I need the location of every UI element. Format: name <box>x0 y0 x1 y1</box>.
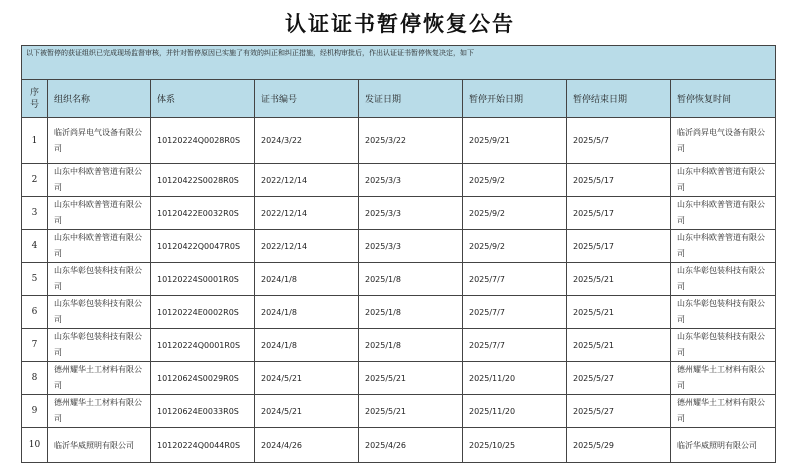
cell-suspend-end: 2025/5/17 <box>567 197 671 230</box>
cell-suspend-start: 2025/9/2 <box>463 164 567 197</box>
cell-suspend-start: 2025/7/7 <box>463 263 567 296</box>
cell-org: 山东华彰包装科技有限公司 <box>48 329 151 362</box>
cell-cert-no: 2022/12/14 <box>255 164 359 197</box>
table-row <box>22 230 776 263</box>
cell-issue-date: 2025/1/8 <box>359 263 463 296</box>
cell-org: 德州耀华土工材料有限公司 <box>48 395 151 428</box>
cell-suspend-end: 2025/5/21 <box>567 329 671 362</box>
cell-org: 临沂华威照明有限公司 <box>48 428 151 463</box>
cell-cert-no: 2022/12/14 <box>255 230 359 263</box>
cell-no: 4 <box>22 230 48 263</box>
cell-no: 1 <box>22 118 48 164</box>
cell-cert-no: 2024/5/21 <box>255 395 359 428</box>
table-row <box>22 197 776 230</box>
cell-system: 10120224Q0028R0S <box>151 118 255 164</box>
cell-no: 10 <box>22 428 48 463</box>
table-row <box>22 296 776 329</box>
cell-org: 山东中科欧普管道有限公司 <box>48 230 151 263</box>
table-row <box>22 428 776 463</box>
col-header-issue-date: 发证日期 <box>359 80 463 118</box>
cell-resume-time: 德州耀华土工材料有限公司 <box>671 362 776 395</box>
cell-system: 10120224Q0001R0S <box>151 329 255 362</box>
cell-resume-time: 山东中科欧普管道有限公司 <box>671 230 776 263</box>
cell-system: 10120422S0028R0S <box>151 164 255 197</box>
cell-suspend-start: 2025/10/25 <box>463 428 567 463</box>
cell-no: 8 <box>22 362 48 395</box>
cell-suspend-start: 2025/9/2 <box>463 197 567 230</box>
cell-no: 7 <box>22 329 48 362</box>
cell-no: 3 <box>22 197 48 230</box>
col-header-cert-no: 证书编号 <box>255 80 359 118</box>
table-row <box>22 164 776 197</box>
cell-org: 山东中科欧普管道有限公司 <box>48 197 151 230</box>
cell-no: 2 <box>22 164 48 197</box>
cell-org: 德州耀华土工材料有限公司 <box>48 362 151 395</box>
cell-suspend-start: 2025/7/7 <box>463 296 567 329</box>
cell-issue-date: 2025/5/21 <box>359 362 463 395</box>
cell-issue-date: 2025/3/3 <box>359 197 463 230</box>
cell-suspend-start: 2025/9/21 <box>463 118 567 164</box>
cell-issue-date: 2025/1/8 <box>359 296 463 329</box>
cell-no: 6 <box>22 296 48 329</box>
cell-suspend-start: 2025/7/7 <box>463 329 567 362</box>
cell-system: 10120624E0033R0S <box>151 395 255 428</box>
cell-resume-time: 临沂尚昇电气设备有限公司 <box>671 118 776 164</box>
cell-suspend-end: 2025/5/17 <box>567 230 671 263</box>
cell-no: 5 <box>22 263 48 296</box>
cell-system: 10120422Q0047R0S <box>151 230 255 263</box>
cell-org: 临沂尚昇电气设备有限公司 <box>48 118 151 164</box>
cell-cert-no: 2024/5/21 <box>255 362 359 395</box>
table-row <box>22 118 776 164</box>
cell-resume-time: 山东中科欧普管道有限公司 <box>671 164 776 197</box>
cell-system: 10120224Q0044R0S <box>151 428 255 463</box>
cell-issue-date: 2025/3/22 <box>359 118 463 164</box>
cell-org: 山东华彰包装科技有限公司 <box>48 296 151 329</box>
suspension-table <box>21 45 776 463</box>
col-header-suspend-end: 暂停结束日期 <box>567 80 671 118</box>
table-row <box>22 395 776 428</box>
cell-suspend-end: 2025/5/21 <box>567 263 671 296</box>
page-title: 认证证书暂停恢复公告 <box>285 11 515 36</box>
cell-system: 10120624S0029R0S <box>151 362 255 395</box>
cell-system: 10120224E0002R0S <box>151 296 255 329</box>
cell-issue-date: 2025/4/26 <box>359 428 463 463</box>
cell-resume-time: 临沂华威照明有限公司 <box>671 428 776 463</box>
col-header-no <box>22 80 48 118</box>
cell-cert-no: 2024/1/8 <box>255 263 359 296</box>
col-header-system: 体系 <box>151 80 255 118</box>
cell-resume-time: 山东华彰包装科技有限公司 <box>671 296 776 329</box>
cell-issue-date: 2025/5/21 <box>359 395 463 428</box>
cell-suspend-start: 2025/11/20 <box>463 395 567 428</box>
cell-suspend-end: 2025/5/27 <box>567 395 671 428</box>
cell-issue-date: 2025/3/3 <box>359 164 463 197</box>
cell-suspend-end: 2025/5/21 <box>567 296 671 329</box>
cell-resume-time: 山东中科欧普管道有限公司 <box>671 197 776 230</box>
cell-cert-no: 2024/1/8 <box>255 296 359 329</box>
cell-resume-time: 德州耀华土工材料有限公司 <box>671 395 776 428</box>
table-row <box>22 329 776 362</box>
col-header-resume-time: 暂停恢复时间 <box>671 80 776 118</box>
cell-suspend-end: 2025/5/27 <box>567 362 671 395</box>
cell-suspend-start: 2025/11/20 <box>463 362 567 395</box>
cell-cert-no: 2022/12/14 <box>255 197 359 230</box>
notice-text: 以下被暂停的获证组织已完成现场监督审核，并针对暂停原因已实施了有效的纠正和纠正措施，经机构审批后，作出认证证书暂停恢复决定，如下 <box>22 46 776 80</box>
cell-suspend-end: 2025/5/7 <box>567 118 671 164</box>
cell-resume-time: 山东华彰包装科技有限公司 <box>671 263 776 296</box>
cell-issue-date: 2025/3/3 <box>359 230 463 263</box>
cell-suspend-end: 2025/5/17 <box>567 164 671 197</box>
cell-cert-no: 2024/1/8 <box>255 329 359 362</box>
cell-issue-date: 2025/1/8 <box>359 329 463 362</box>
col-header-no-label: 序 号 <box>29 87 39 110</box>
cell-system: 10120422E0032R0S <box>151 197 255 230</box>
col-header-suspend-start: 暂停开始日期 <box>463 80 567 118</box>
cell-suspend-end: 2025/5/29 <box>567 428 671 463</box>
cell-system: 10120224S0001R0S <box>151 263 255 296</box>
table-row <box>22 362 776 395</box>
cell-resume-time: 山东华彰包装科技有限公司 <box>671 329 776 362</box>
cell-no: 9 <box>22 395 48 428</box>
cell-org: 山东中科欧普管道有限公司 <box>48 164 151 197</box>
cell-org: 山东华彰包装科技有限公司 <box>48 263 151 296</box>
col-header-org: 组织名称 <box>48 80 151 118</box>
cell-suspend-start: 2025/9/2 <box>463 230 567 263</box>
cell-cert-no: 2024/3/22 <box>255 118 359 164</box>
cell-cert-no: 2024/4/26 <box>255 428 359 463</box>
table-row <box>22 263 776 296</box>
table-header-row <box>22 80 776 118</box>
